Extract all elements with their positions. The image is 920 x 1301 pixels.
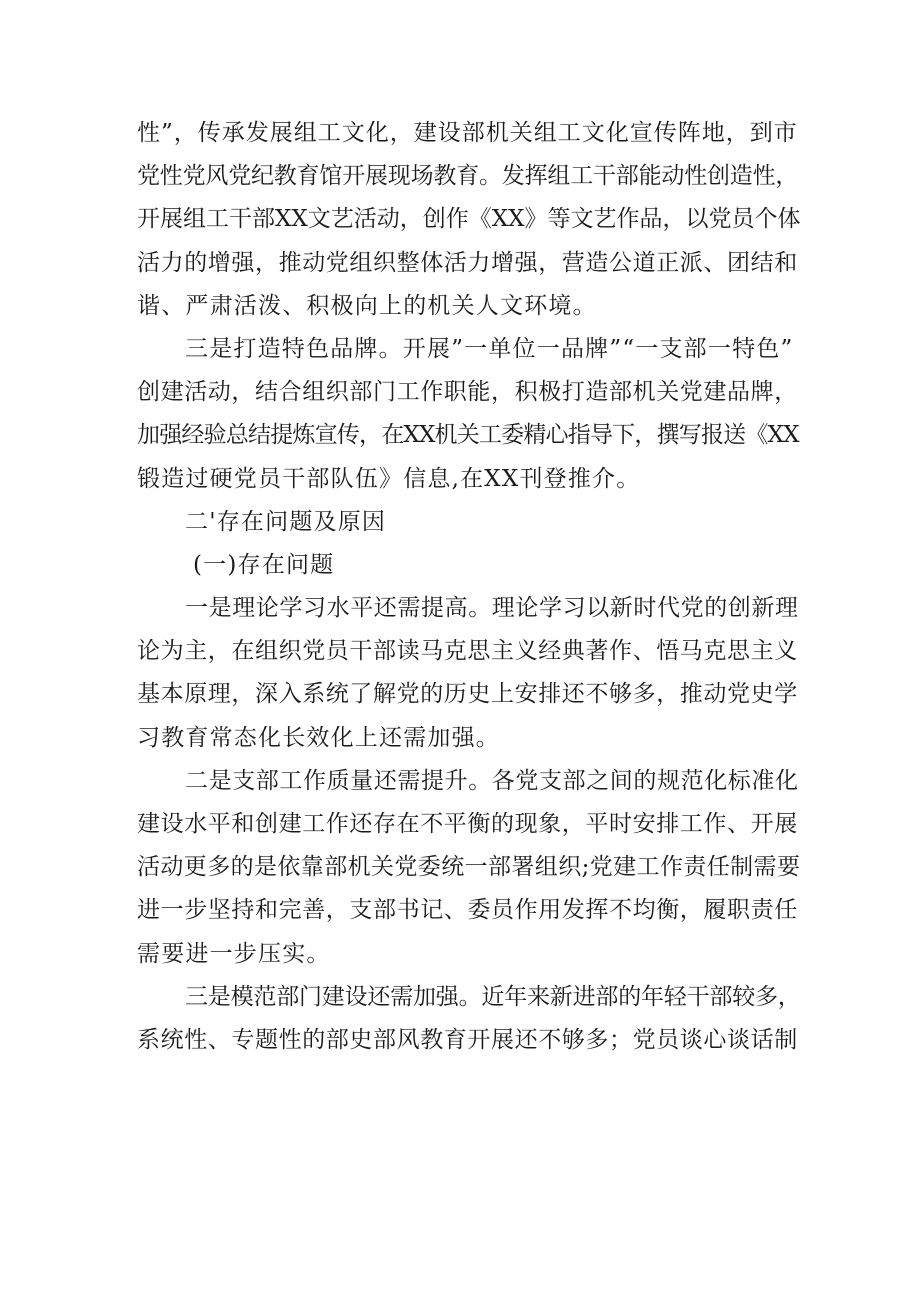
text-line: 三是打造特色品牌。开展”一单位一品牌”“一支部一特色”: [185, 335, 794, 362]
text-line: 锻造过硬党员干部队伍》信息,在XX刊登推介。: [137, 465, 641, 492]
text-line: 性”，传承发展组工文化，建设部机关组工文化宣传阵地，到市: [137, 120, 798, 146]
text-line: 活力的增强，推动党组织整体活力增强，营造公道正派、团结和: [137, 249, 798, 276]
text-line: 加强经验总结提炼宣传，在XX机关工委精心指导下，撰写报送《XX: [137, 422, 799, 449]
text-line: 需要进一步压实。: [137, 940, 331, 967]
text-line: 建设水平和创建工作还存在不平衡的现象，平时安排工作、开展: [137, 811, 798, 837]
text-line: (一)存在问题: [193, 551, 335, 578]
text-line: 二'存在问题及原因: [185, 508, 387, 535]
text-line: 党性党风党纪教育馆开展现场教育。发挥组工干部能动性创造性，: [137, 163, 799, 190]
text-line: 开展组工干部XX文艺活动，创作《XX》等文艺作品，以党员个体: [137, 206, 801, 233]
text-line: 进一步坚持和完善，支部书记、委员作用发挥不均衡，履职责任: [137, 897, 798, 924]
text-line: 谐、严肃活泼、积极向上的机关人文环境。: [137, 292, 597, 319]
text-line: 三是模范部门建设还需加强。近年来新进部的年轻干部较多，: [185, 983, 801, 1010]
text-line: 创建活动，结合组织部门工作职能，积极打造部机关党建品牌，: [137, 379, 798, 406]
text-line: 基本原理，深入系统了解党的历史上安排还不够多，推动党史学: [137, 681, 798, 708]
text-line: 系统性、专题性的部史部风教育开展还不够多；党员谈心谈话制: [137, 1026, 798, 1053]
text-line: 二是支部工作质量还需提升。各党支部之间的规范化标准化: [185, 767, 799, 794]
text-line: 活动更多的是依靠部机关党委统一部署组织;党建工作责任制需要: [137, 854, 801, 881]
text-line: 习教育常态化长效化上还需加强。: [137, 724, 500, 751]
body-text: [137, 112, 802, 1062]
text-line: 一是理论学习水平还需提高。理论学习以新时代党的创新理: [185, 595, 799, 622]
text-line: 论为主，在组织党员干部读马克思主义经典著作、悟马克思主义: [137, 638, 798, 665]
